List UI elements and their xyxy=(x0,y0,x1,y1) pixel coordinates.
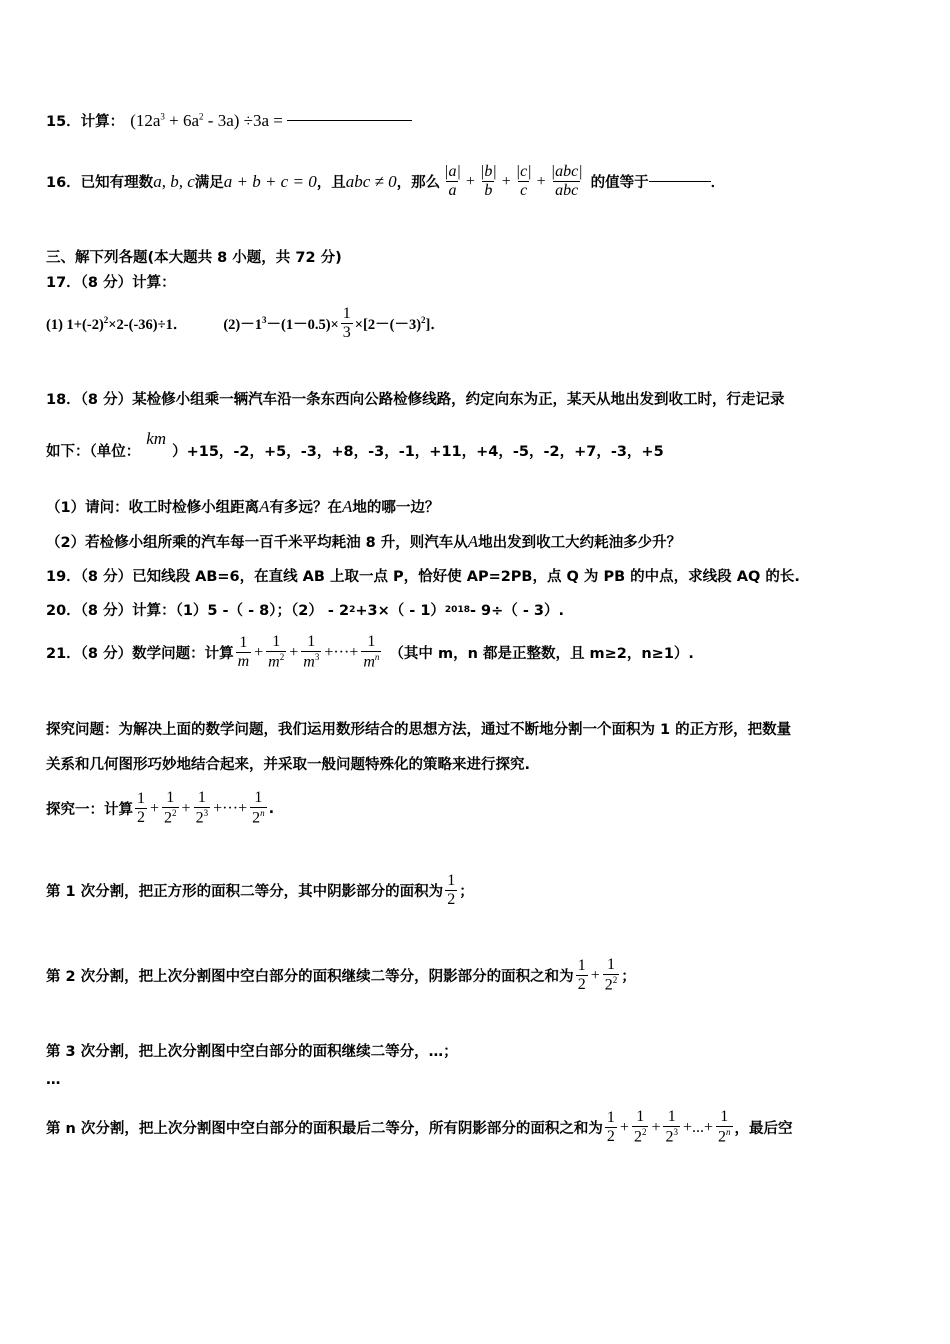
step-2: 第 2 次分割，把上次分割图中空白部分的面积继续二等分，阴影部分的面积之和为 $\frac{1}{2}$ + $\frac{1}{2^2}$ ； xyxy=(46,956,636,994)
question-17-parts: (1) $1+(-2)^2\times 2-(-36)\div 1$． $(2)-1^3-(1-0.5)\times$ $\frac{1}{3}$ $\times[2-(-3)^2]$． xyxy=(46,305,445,342)
explore-paragraph-line2: 关系和几何图形巧妙地结合起来，并采取一般问题特殊化的策略来进行探究. xyxy=(46,757,531,773)
q17-fraction-one-third: $\frac{1}{3}$ xyxy=(342,305,351,342)
question-18-sub2: （2）若检修小组所乘的汽车每一百千米平均耗油 8 升，则汽车从 A 地出发到收工大约耗油多少升？ xyxy=(46,531,682,551)
q15-label: 15．计算： xyxy=(46,114,125,130)
step-n: 第 n 次分割，把上次分割图中空白部分的面积最后二等分，所有阴影部分的面积之和为 $\frac{1}{2}$ + $\frac{1}{2^2}$ + $\frac{1}{2^3}$ +...+ $\frac{1}{2^n}$ ，最后空 xyxy=(46,1108,793,1146)
q15-answer-blank[interactable] xyxy=(287,120,412,121)
question-15 xyxy=(46,110,412,131)
q16-fraction-c: $\frac{|c|}{c}$ xyxy=(515,163,532,200)
question-21: 21．（8 分）数学问题：计算 $\frac{1}{m}$ + $\frac{1}{m^2}$ + $\frac{1}{m^3}$ +···+ $\frac{1}{m^n}$ （其中 m，n 都是正整数，且 m≥2，n≥1）. xyxy=(46,633,694,671)
question-20: 20．（8 分）计算：（1）5 -（ - 8）；（2） - 2 2 +3×（ - 1） 2018 - 9÷（ - 3）. xyxy=(46,603,565,619)
unit-km: km xyxy=(146,428,167,448)
q16-answer-blank[interactable] xyxy=(649,181,711,182)
q15-expression: $(12a^3 + 6a^2 - 3a) \div 3a$ = xyxy=(130,110,283,130)
q16-fraction-b: $\frac{|b|}{b}$ xyxy=(479,163,497,200)
question-18-line2: 如下：（单位： km ）+15，-2，+5，-3，+8，-3，-1，+11，+4，-5，-2，+7，-3，+5 xyxy=(46,428,664,460)
q16-fraction-a: $\frac{|a|}{a}$ xyxy=(444,163,461,200)
question-16: 16．已知有理数 a, b, c 满足 a + b + c = 0 ，且 abc ≠ 0 ，那么 $\frac{|a|}{a}$ + $\frac{|b|}{b}$ + $\frac{|c|}{c}$ + $\frac{\text{|abc|}}{\text{abc}}$ 的值等于 ． xyxy=(46,163,726,200)
explore-one: 探究一：计算 $\frac{1}{2}$ + $\frac{1}{2^2}$ + $\frac{1}{2^3}$ +···+ $\frac{1}{2^n}$ . xyxy=(46,789,275,827)
question-18-sub1: （1）请问：收工时检修小组距离 A 有多远？在 A 地的哪一边？ xyxy=(46,496,440,516)
step-1: 第 1 次分割，把正方形的面积二等分，其中阴影部分的面积为 $\frac{1}{2}$ ； xyxy=(46,872,474,909)
step-ellipsis: … xyxy=(46,1072,61,1088)
question-18-line1: 18．（8 分）某检修小组乘一辆汽车沿一条东西向公路检修线路，约定向东为正，某天从地出发到收工时，行走记录 xyxy=(46,392,785,408)
q16-fraction-abc: $\frac{\text{|abc|}}{\text{abc}}$ xyxy=(550,163,583,200)
question-17-label: 17．（8 分）计算： xyxy=(46,275,176,291)
section-3-heading: 三、解下列各题(本大题共 8 小题，共 72 分) xyxy=(46,250,342,266)
step-3: 第 3 次分割，把上次分割图中空白部分的面积继续二等分，…； xyxy=(46,1044,458,1060)
explore-paragraph-line1: 探究问题：为解决上面的数学问题，我们运用数形结合的思想方法，通过不断地分割一个面积为 1 的正方形，把数量 xyxy=(46,722,792,738)
question-19: 19．（8 分）已知线段 AB=6，在直线 AB 上取一点 P，恰好使 AP=2PB，点 Q 为 PB 的中点，求线段 AQ 的长. xyxy=(46,569,800,585)
